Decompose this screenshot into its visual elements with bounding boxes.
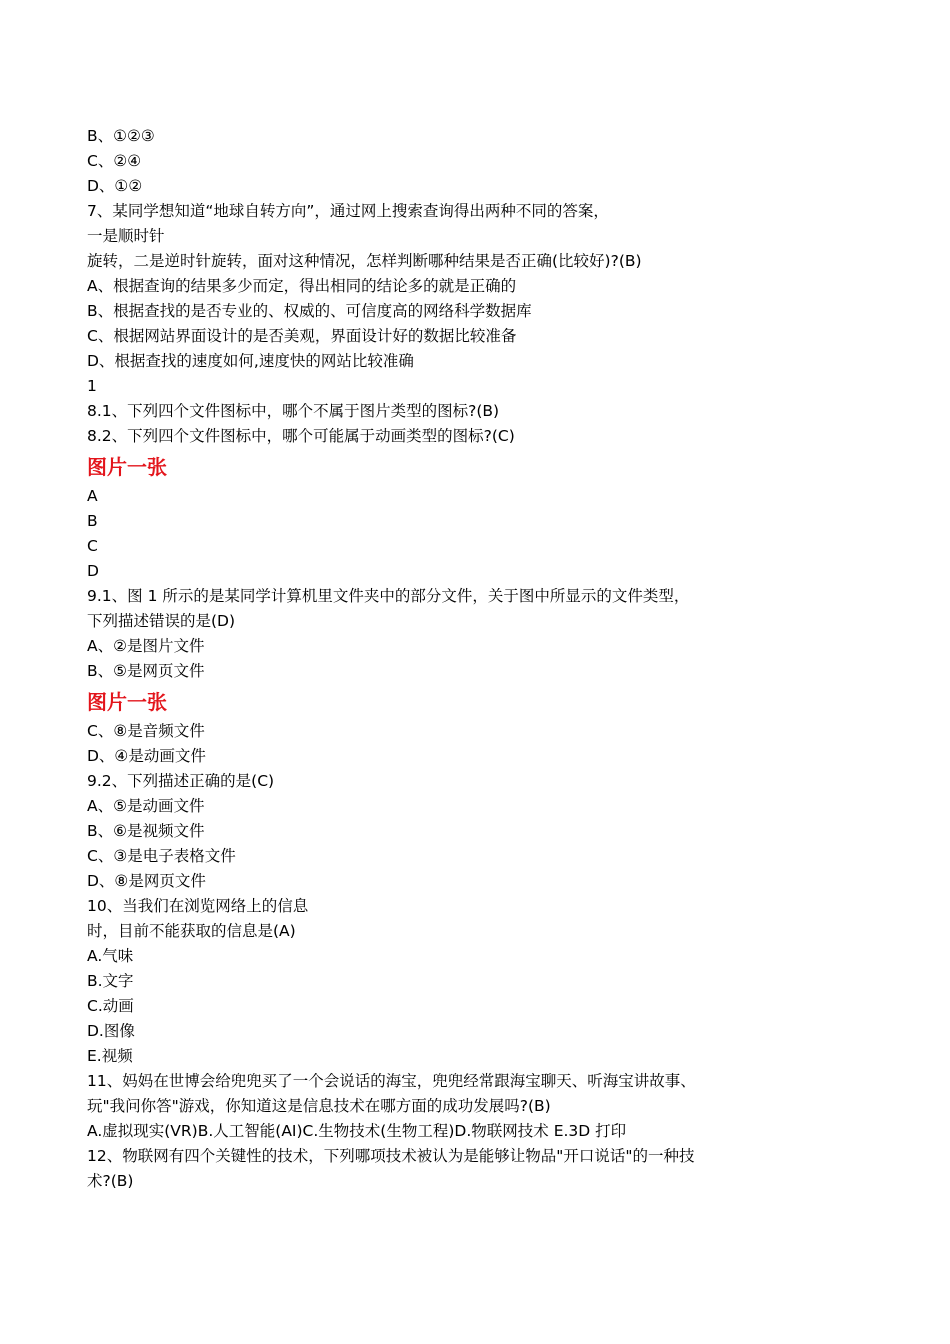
question-9-2-line: 9.2、下列描述正确的是(C) [87, 772, 275, 790]
option-line: A、②是图片文件 [87, 637, 205, 655]
option-line: E.视频 [87, 1047, 133, 1065]
option-line: A [87, 487, 98, 505]
text-line: 玩"我问你答"游戏，你知道这是信息技术在哪方面的成功发展吗?(B) [87, 1097, 551, 1115]
option-line: C.动画 [87, 997, 134, 1015]
option-line: A.气味 [87, 947, 134, 965]
question-8-2-line: 8.2、下列四个文件图标中，哪个可能属于动画类型的图标?(C) [87, 427, 515, 445]
question-9-1-line: 9.1、图 1 所示的是某同学计算机里文件夹中的部分文件，关于图中所显示的文件类型， [87, 587, 690, 605]
option-line: C [87, 537, 98, 555]
question-8-1-line: 8.1、下列四个文件图标中，哪个不属于图片类型的图标?(B) [87, 402, 500, 420]
question-7-line: 7、某同学想知道“地球自转方向”，通过网上搜索查询得出两种不同的答案， [87, 202, 609, 220]
text-line: 旋转，二是逆时针旋转，面对这种情况，怎样判断哪种结果是否正确(比较好)?(B) [87, 252, 642, 270]
document-body [87, 124, 767, 1194]
text-line: 时，目前不能获取的信息是(A) [87, 922, 296, 940]
option-line: A、⑤是动画文件 [87, 797, 205, 815]
option-line: D、④是动画文件 [87, 747, 206, 765]
text-block-3 [87, 719, 767, 1194]
option-line: D [87, 562, 99, 580]
option-line: A.虚拟现实(VR)B.人工智能(AI)C.生物技术(生物工程)D.物联网技术 E.3D 打印 [87, 1122, 627, 1140]
text-line: B、①②③ [87, 127, 155, 145]
question-12-line: 12、物联网有四个关键性的技术，下列哪项技术被认为是能够让物品"开口说话"的一种技 [87, 1147, 695, 1165]
option-line: D、根据查找的速度如何,速度快的网站比较准确 [87, 352, 414, 370]
option-line: B、根据查找的是否专业的、权威的、可信度高的网络科学数据库 [87, 302, 532, 320]
text-block-1 [87, 124, 767, 449]
option-line: A、根据查询的结果多少而定，得出相同的结论多的就是正确的 [87, 277, 517, 295]
question-10-line: 10、当我们在浏览网络上的信息 [87, 897, 309, 915]
option-line: C、根据网站界面设计的是否美观，界面设计好的数据比较准备 [87, 327, 517, 345]
text-line: 一是顺时针 [87, 227, 165, 245]
image-placeholder-heading: 图片一张 [87, 690, 167, 714]
option-line: B.文字 [87, 972, 134, 990]
question-11-line: 11、妈妈在世博会给兜兜买了一个会说话的海宝，兜兜经常跟海宝聊天、听海宝讲故事、 [87, 1072, 696, 1090]
option-line: B [87, 512, 98, 530]
text-line: 下列描述错误的是(D) [87, 612, 236, 630]
option-line: D.图像 [87, 1022, 135, 1040]
text-block-2 [87, 484, 767, 684]
option-line: C、③是电子表格文件 [87, 847, 236, 865]
text-line: C、②④ [87, 152, 142, 170]
option-line: D、⑧是网页文件 [87, 872, 206, 890]
image-placeholder-heading: 图片一张 [87, 455, 167, 479]
text-line: D、①② [87, 177, 143, 195]
option-line: B、⑥是视频文件 [87, 822, 205, 840]
text-line: 1 [87, 377, 97, 395]
option-line: C、⑧是音频文件 [87, 722, 205, 740]
text-line: 术?(B) [87, 1172, 134, 1190]
option-line: B、⑤是网页文件 [87, 662, 205, 680]
